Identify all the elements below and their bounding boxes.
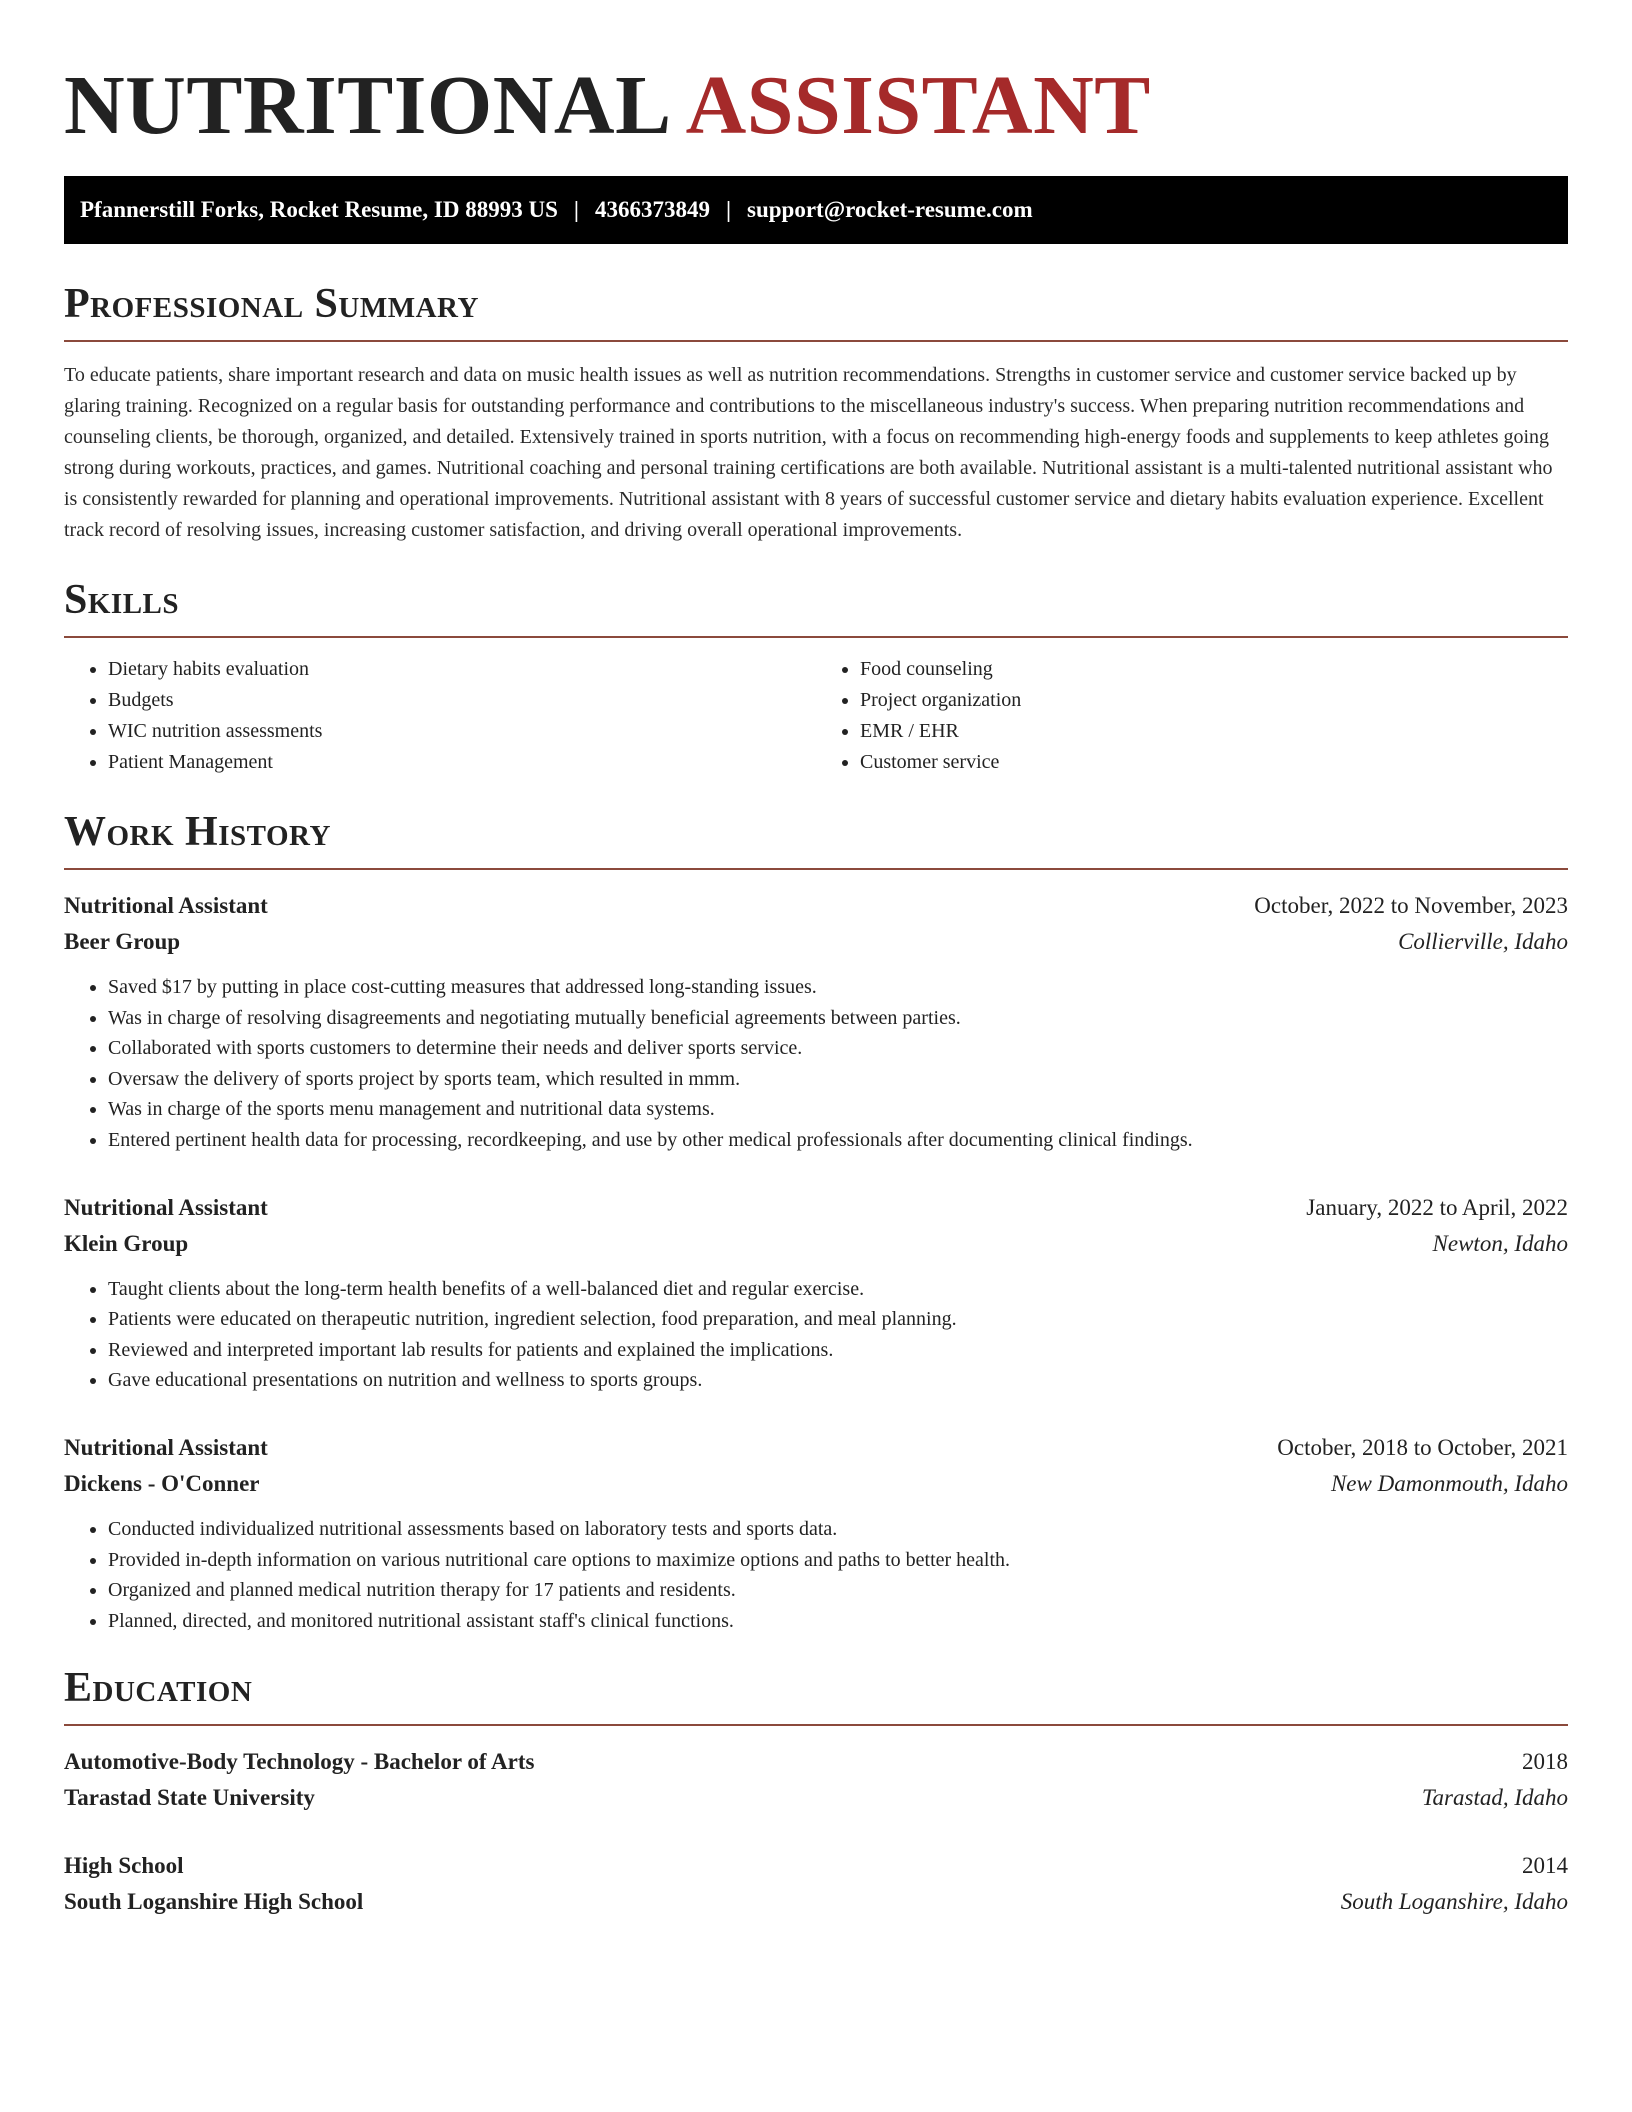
job-company: Dickens - O'Conner (64, 1470, 260, 1496)
contact-phone: 4366373849 (594, 197, 710, 222)
skills-column-left (64, 654, 816, 778)
skill-item: • Dietary habits evaluation (108, 654, 816, 685)
section-divider (64, 340, 1568, 342)
resume-title (64, 0, 1568, 164)
education-entry (64, 1848, 1568, 1920)
job-bullets (64, 1514, 1568, 1636)
job-bullet: • Planned, directed, and monitored nutritional assistant staff's clinical functions. (108, 1606, 1568, 1637)
skill-item: • Patient Management (108, 747, 816, 778)
education-year: 2014 (1522, 1853, 1568, 1879)
contact-email: support@rocket-resume.com (747, 197, 1033, 222)
education-degree: High School (64, 1853, 184, 1879)
job-title: Nutritional Assistant (64, 893, 268, 918)
job-location: Newton, Idaho (1432, 1230, 1568, 1256)
job-dates: October, 2022 to November, 2023 (1254, 893, 1568, 918)
job-bullet: • Was in charge of resolving disagreements and negotiating mutually beneficial agreements between parties. (108, 1003, 1568, 1034)
job-title: Nutritional Assistant (64, 1434, 268, 1460)
job-bullet: • Gave educational presentations on nutrition and wellness to sports groups. (108, 1365, 1568, 1396)
title-first-word: NUTRITIONAL (64, 59, 672, 152)
job-bullet: • Saved $17 by putting in place cost-cutting measures that addressed long-standing issues. (108, 972, 1568, 1003)
education-school: Tarastad State University (64, 1785, 315, 1811)
job-bullet: • Collaborated with sports customers to determine their needs and deliver sports service. (108, 1033, 1568, 1064)
contact-address: Pfannerstill Forks, Rocket Resume, ID 88993 US (80, 197, 558, 222)
job-bullets (64, 1274, 1568, 1396)
contact-separator: | (725, 197, 732, 222)
education-degree: Automotive-Body Technology - Bachelor of Arts (64, 1749, 535, 1775)
skills-heading: Skills (64, 577, 180, 623)
job-bullet: • Was in charge of the sports menu management and nutritional data systems. (108, 1094, 1568, 1125)
job-location: Collierville, Idaho (1398, 929, 1568, 954)
skill-item: • Budgets (108, 685, 816, 716)
job-entry (64, 1190, 1568, 1396)
title-last-word: ASSISTANT (685, 59, 1151, 152)
job-title: Nutritional Assistant (64, 1194, 268, 1220)
job-bullet: • Oversaw the delivery of sports project by sports team, which resulted in mmm. (108, 1064, 1568, 1095)
education-year: 2018 (1522, 1749, 1568, 1775)
summary-heading: Professional Summary (64, 281, 479, 327)
job-bullet: • Taught clients about the long-term health benefits of a well-balanced diet and regular exercise. (108, 1274, 1568, 1305)
contact-separator: | (573, 197, 579, 222)
skills-column-right (816, 654, 1568, 778)
section-divider (64, 868, 1568, 870)
job-dates: January, 2022 to April, 2022 (1306, 1194, 1568, 1220)
job-location: New Damonmouth, Idaho (1330, 1470, 1568, 1496)
job-entry (64, 888, 1568, 1156)
skill-item: • EMR / EHR (860, 716, 1568, 747)
skill-item: • WIC nutrition assessments (108, 716, 816, 747)
education-school: South Loganshire High School (64, 1889, 364, 1915)
job-bullet: • Patients were educated on therapeutic nutrition, ingredient selection, food preparation, and meal planning. (108, 1304, 1568, 1335)
job-bullets (64, 972, 1568, 1156)
summary-text: To educate patients, share important research and data on music health issues as well as nutrition recommendations. Strengths in customer service and customer service backed up by glaring training. Recognized on a regular basis for outstanding performance and contributions to the miscellaneous industry's success. When preparing nutrition recommendations and counseling clients, be thorough, organized, and detailed. Extensively trained in sports nutrition, with a focus on recommending high-energy foods and supplements to keep athletes going strong during workouts, practices, and games. Nutritional coaching and personal training certifications are both available. Nutritional assistant is a multi-talented nutritional assistant who is consistently rewarded for planning and operational improvements. Nutritional assistant with 8 years of successful customer service and dietary habits evaluation experience. Excellent track record of resolving issues, increasing customer satisfaction, and driving overall operational improvements. (64, 364, 1553, 541)
work-history-heading: Work History (64, 809, 331, 855)
skills-list (64, 654, 1568, 778)
job-entry (64, 1430, 1568, 1636)
job-bullet: • Provided in-depth information on various nutritional care options to maximize options and paths to better health. (108, 1545, 1568, 1576)
education-entry (64, 1744, 1568, 1816)
job-bullet: • Entered pertinent health data for processing, recordkeeping, and use by other medical professionals after documenting clinical findings. (108, 1125, 1568, 1156)
job-bullet: • Organized and planned medical nutrition therapy for 17 patients and residents. (108, 1575, 1568, 1606)
section-divider (64, 636, 1568, 638)
education-heading: Education (64, 1665, 253, 1712)
skill-item: • Food counseling (860, 654, 1568, 685)
job-company: Beer Group (64, 929, 181, 954)
job-dates: October, 2018 to October, 2021 (1277, 1434, 1568, 1460)
education-location: South Loganshire, Idaho (1340, 1889, 1568, 1915)
skill-item: • Project organization (860, 685, 1568, 716)
section-divider (64, 1724, 1568, 1726)
education-location: Tarastad, Idaho (1421, 1785, 1568, 1811)
contact-bar (64, 176, 1568, 244)
skill-item: • Customer service (860, 747, 1568, 778)
job-bullet: • Reviewed and interpreted important lab results for patients and explained the implications. (108, 1335, 1568, 1366)
job-company: Klein Group (64, 1230, 189, 1256)
job-bullet: • Conducted individualized nutritional assessments based on laboratory tests and sports data. (108, 1514, 1568, 1545)
